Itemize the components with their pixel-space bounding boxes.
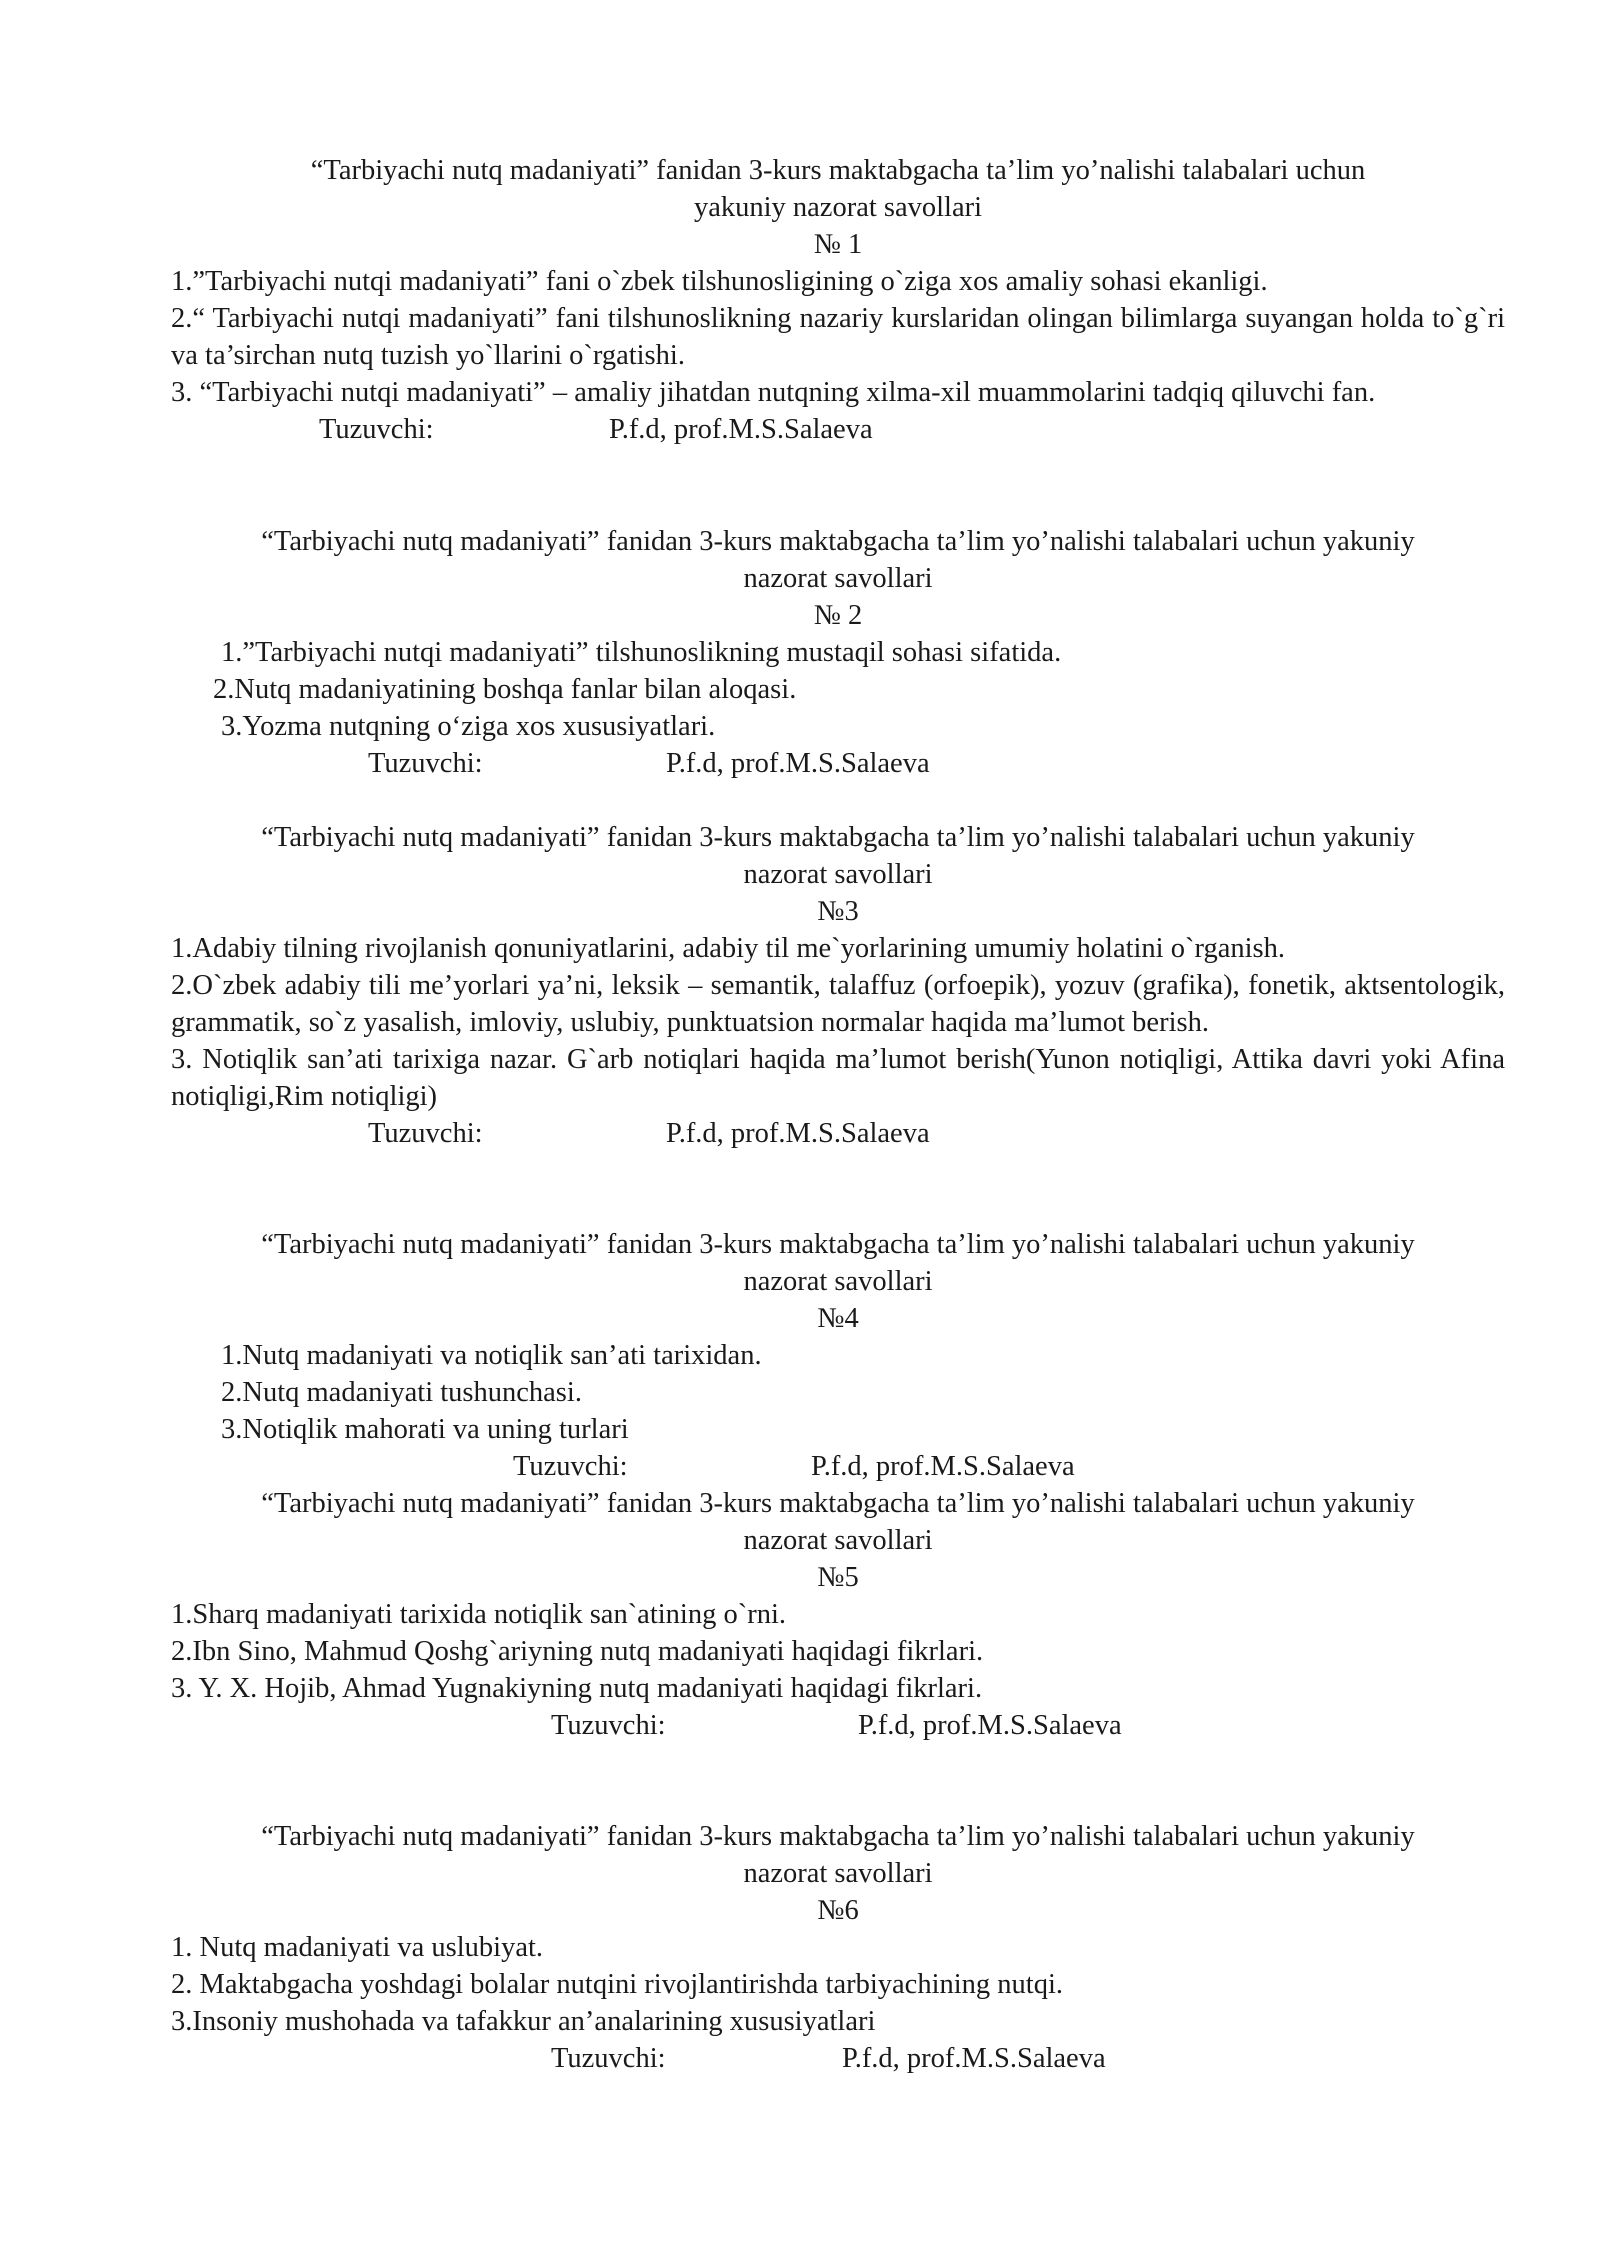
ticket-title-line1: “Tarbiyachi nutq madaniyati” fanidan 3-kurs maktabgacha ta’lim yo’nalishi talabalari uchun: [310, 155, 1366, 186]
author-label: Tuzuvchi:: [513, 1451, 628, 1482]
ticket-4: [171, 1226, 1505, 1485]
question-3: 3.Yozma nutqning o‘ziga xos xususiyatlari.: [221, 711, 716, 742]
question-1: 1.”Tarbiyachi nutqi madaniyati” tilshunoslikning mustaqil sohasi sifatida.: [221, 637, 1062, 668]
author-label: Tuzuvchi:: [551, 2043, 666, 2074]
ticket-title-line1: “Tarbiyachi nutq madaniyati” fanidan 3-kurs maktabgacha ta’lim yo’nalishi talabalari uchun yakuniy: [261, 822, 1415, 853]
ticket-title-line2: nazorat savollari: [743, 859, 933, 890]
author-label: Tuzuvchi:: [551, 1710, 666, 1741]
question-3: 3. Y. X. Hojib, Ahmad Yugnakiyning nutq madaniyati haqidagi fikrlari.: [171, 1673, 983, 1704]
ticket-title-line2: yakuniy nazorat savollari: [693, 192, 983, 223]
ticket-title-line2: nazorat savollari: [743, 563, 933, 594]
author-line: [171, 745, 1505, 782]
author-label: Tuzuvchi:: [368, 1118, 483, 1149]
question-3: 3. Notiqlik san’ati tarixiga nazar. G`arb notiqlari haqida ma’lumot berish(Yunon notiqligi, Attika davri yoki Afina notiqligi,Rim notiqligi): [171, 1044, 1505, 1112]
ticket-5: [171, 1485, 1505, 1744]
author-name: P.f.d, prof.M.S.Salaeva: [666, 1118, 930, 1149]
question-2: 2.Nutq madaniyatining boshqa fanlar bilan aloqasi.: [213, 674, 797, 705]
author-line: [171, 2040, 1505, 2077]
author-name: P.f.d, prof.M.S.Salaeva: [609, 414, 873, 445]
ticket-title-line2: nazorat savollari: [743, 1266, 933, 1297]
author-line: [171, 1448, 1505, 1485]
ticket-1: [171, 152, 1505, 448]
question-2: 2.Nutq madaniyati tushunchasi.: [221, 1377, 582, 1408]
question-1: 1.”Tarbiyachi nutqi madaniyati” fani o`zbek tilshunosligining o`ziga xos amaliy sohasi ekanligi.: [171, 266, 1268, 297]
ticket-title-line1: “Tarbiyachi nutq madaniyati” fanidan 3-kurs maktabgacha ta’lim yo’nalishi talabalari uchun yakuniy: [261, 526, 1415, 557]
ticket-number: № 1: [813, 229, 863, 260]
ticket-title-line1: “Tarbiyachi nutq madaniyati” fanidan 3-kurs maktabgacha ta’lim yo’nalishi talabalari uchun yakuniy: [261, 1229, 1415, 1260]
question-1: 1. Nutq madaniyati va uslubiyat.: [171, 1932, 544, 1963]
author-name: P.f.d, prof.M.S.Salaeva: [842, 2043, 1106, 2074]
question-3: 3.Insoniy mushohada va tafakkur an’analarining xususiyatlari: [171, 2006, 876, 2037]
ticket-2: [171, 523, 1505, 782]
question-1: 1.Sharq madaniyati tarixida notiqlik san`atining o`rni.: [171, 1599, 786, 1630]
author-line: [171, 411, 1505, 448]
author-line: [171, 1707, 1505, 1744]
author-label: Tuzuvchi:: [368, 748, 483, 779]
author-name: P.f.d, prof.M.S.Salaeva: [811, 1451, 1075, 1482]
question-1: 1.Nutq madaniyati va notiqlik san’ati tarixidan.: [221, 1340, 762, 1371]
author-name: P.f.d, prof.M.S.Salaeva: [858, 1710, 1122, 1741]
question-2: 2.“ Tarbiyachi nutqi madaniyati” fani tilshunoslikning nazariy kurslaridan olingan bilimlarga suyangan holda to`g`ri va ta’sirchan nutq tuzish yo`llarini o`rgatishi.: [171, 303, 1505, 371]
ticket-number: №6: [817, 1895, 859, 1926]
ticket-title-line2: nazorat savollari: [743, 1858, 933, 1889]
ticket-title-line1: “Tarbiyachi nutq madaniyati” fanidan 3-kurs maktabgacha ta’lim yo’nalishi talabalari uchun yakuniy: [261, 1821, 1415, 1852]
ticket-3: [171, 819, 1505, 1152]
ticket-number: №5: [817, 1562, 859, 1593]
ticket-title-line2: nazorat savollari: [743, 1525, 933, 1556]
question-1: 1.Adabiy tilning rivojlanish qonuniyatlarini, adabiy til me`yorlarining umumiy holatini o`rganish.: [171, 933, 1285, 964]
author-name: P.f.d, prof.M.S.Salaeva: [666, 748, 930, 779]
ticket-number: № 2: [813, 600, 863, 631]
question-2: 2. Maktabgacha yoshdagi bolalar nutqini rivojlantirishda tarbiyachining nutqi.: [171, 1969, 1064, 2000]
ticket-number: №3: [817, 896, 859, 927]
author-line: [171, 1115, 1505, 1152]
ticket-title-line1: “Tarbiyachi nutq madaniyati” fanidan 3-kurs maktabgacha ta’lim yo’nalishi talabalari uchun yakuniy: [261, 1488, 1415, 1519]
question-3: 3. “Tarbiyachi nutqi madaniyati” – amaliy jihatdan nutqning xilma-xil muammolarini tadqiq qiluvchi fan.: [171, 377, 1376, 408]
ticket-number: №4: [817, 1303, 859, 1334]
question-3: 3.Notiqlik mahorati va uning turlari: [221, 1414, 629, 1445]
author-label: Tuzuvchi:: [319, 414, 434, 445]
question-2: 2.O`zbek adabiy tili me’yorlari ya’ni, leksik – semantik, talaffuz (orfoepik), yozuv (grafika), fonetik, aktsentologik, grammatik, so`z yasalish, imloviy, uslubiy, punktuatsion normalar haqida ma’lumot berish.: [171, 970, 1505, 1038]
question-2: 2.Ibn Sino, Mahmud Qoshg`ariyning nutq madaniyati haqidagi fikrlari.: [171, 1636, 984, 1667]
ticket-6: [171, 1818, 1505, 2077]
